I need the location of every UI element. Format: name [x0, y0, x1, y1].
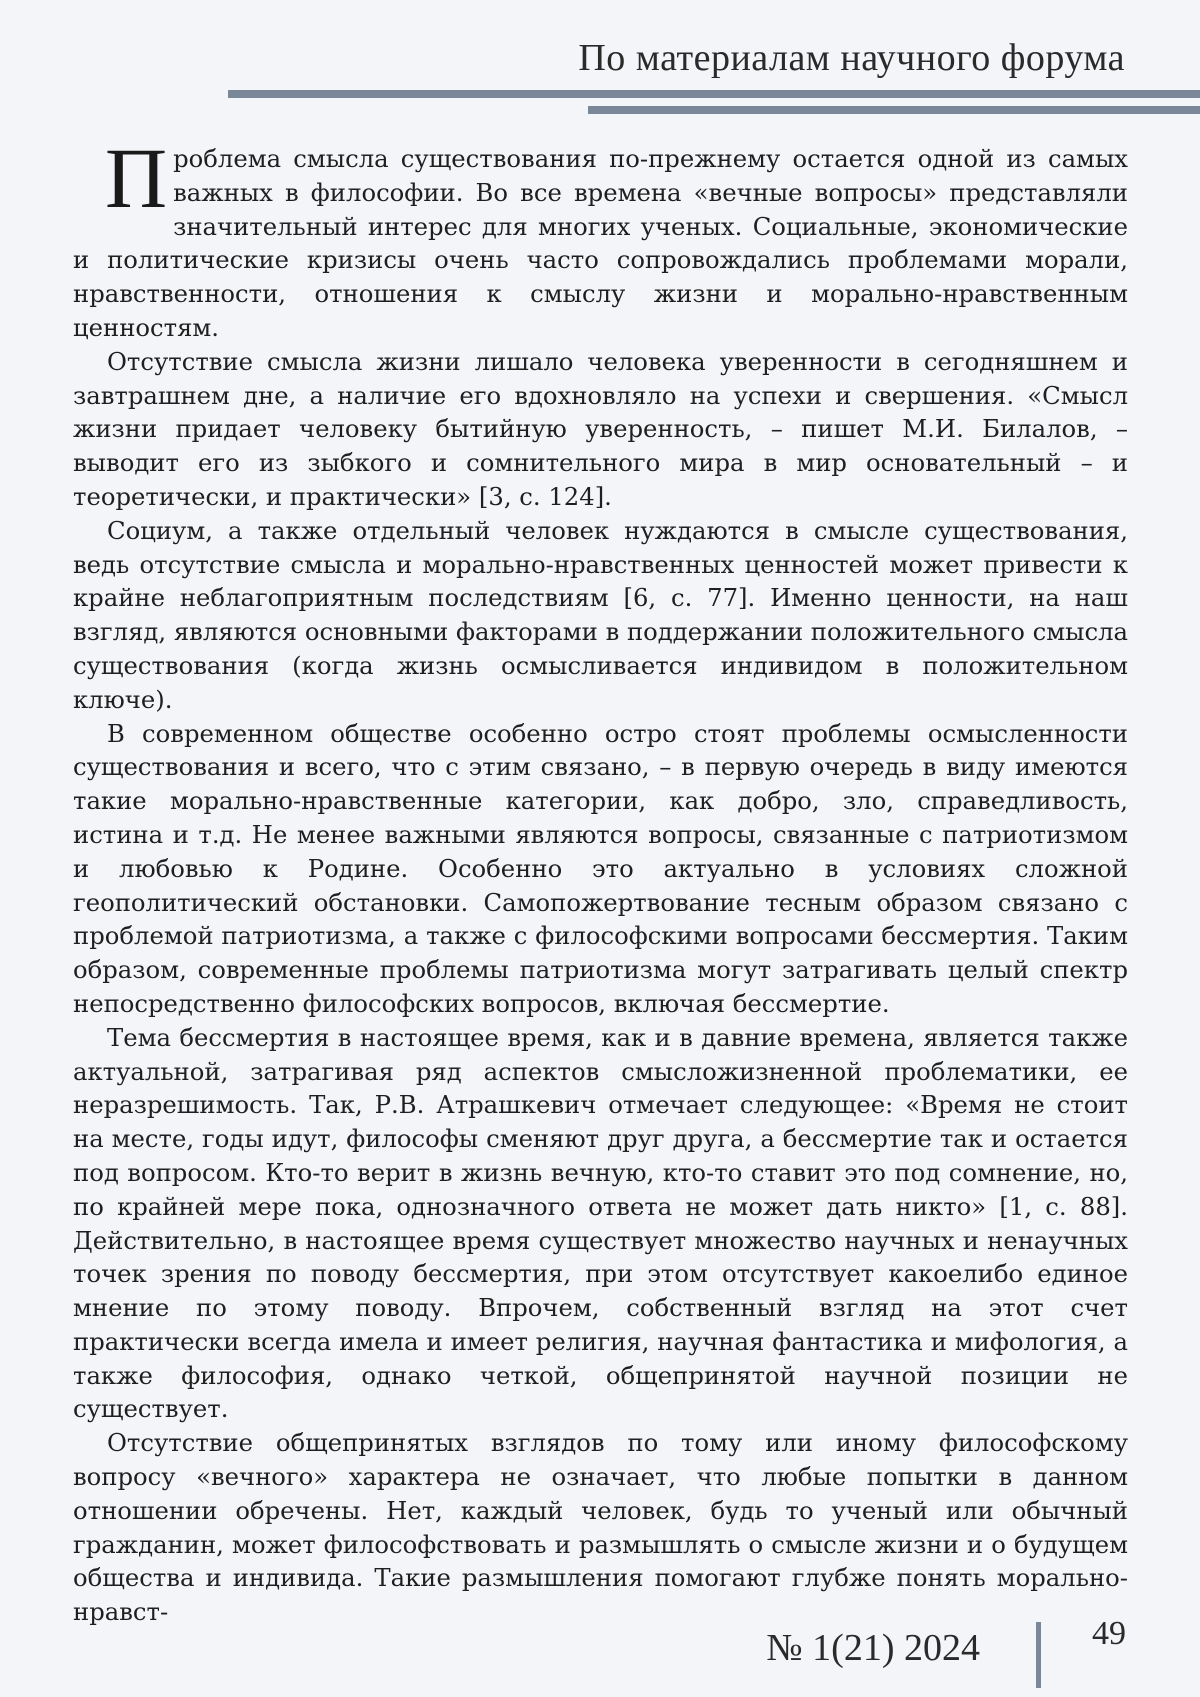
article-body: [73, 130, 1128, 1629]
running-header: По материалам научного форума: [578, 37, 1125, 79]
paragraph-1: [73, 130, 1128, 345]
header-rule-top: [228, 90, 1200, 98]
issue-number: № 1(21) 2024: [766, 1627, 980, 1669]
paragraph-2: Отсутствие смысла жизни лишало человека уверенности в сегодняшнем и завтрашнем дне, а наличие его вдохновляло на успехи и свершения. «Смысл жизни придает человеку бытийную уверенность, – пишет М.И. Билалов, – выводит его из зыбкого и сомнительного мира в мир основательный – и теоретически, и практически» [3, с. 124].: [73, 346, 1128, 511]
paragraph-5: Тема бессмертия в настоящее время, как и в давние времена, является также актуальной, затрагивая ряд аспектов смысложизненной проблематики, ее неразрешимость. Так, Р.В. Атрашкевич отмечает следующее: «Время не стоит на месте, годы идут, философы сменяют друг друга, а бессмертие так и остается под вопросом. Кто-то верит в жизнь вечную, кто-то ставит это под сомнение, но, по крайней мере пока, однозначного ответа не может дать никто» [1, с. 88]. Действительно, в настоящее время существует множество научных и ненаучных точек зрения по поводу бессмертия, при этом отсутствует какоелибо единое мнение по этому поводу. Впрочем, собственный взгляд на этот счет практически всегда имела и имеет религия, научная фантастика и мифология, а также философия, однако четкой, общепринятой научной позиции не существует.: [73, 1022, 1128, 1424]
drop-cap: П: [105, 130, 168, 226]
paragraph-6: Отсутствие общепринятых взглядов по тому или иному философскому вопросу «вечного» характера не означает, что любые попытки в данном отношении обречены. Нет, каждый человек, будь то ученый или обычный гражданин, может философствовать и размышлять о смысле жизни и о будущем общества и индивида. Такие размышления помогают глубже понять морально-нравст-: [73, 1428, 1128, 1627]
header-rule-bottom: [588, 106, 1200, 114]
paragraph-1-text: роблема смысла существования по-прежнему остается одной из самых важных в философии. Во все времена «вечные вопросы» представляли значительный интерес для многих ученых. Социальные, экономические и политические кризисы очень часто сопровождались проблемами морали, нравственности, отношения к смыслу жизни и морально-нравственным ценностям.: [73, 144, 1128, 342]
paragraph-4: В современном обществе особенно остро стоят проблемы осмысленности существования и всего, что с этим связано, – в первую очередь в виду имеются такие морально-нравственные категории, как добро, зло, справедливость, истина и т.д. Не менее важными являются вопросы, связанные с патриотизмом и любовью к Родине. Особенно это актуально в условиях сложной геополитический обстановки. Самопожертвование тесным образом связано с проблемой патриотизма, а также с философскими вопросами бессмертия. Таким образом, современные проблемы патриотизма могут затрагивать целый спектр непосредственно философских вопросов, включая бессмертие.: [73, 718, 1128, 1018]
footer-divider: [1036, 1622, 1041, 1688]
page-number: 49: [1092, 1615, 1126, 1652]
paragraph-3: Социум, а также отдельный человек нуждаются в смысле существования, ведь отсутствие смысла и морально-нравственных ценностей может привести к крайне неблагоприятным последствиям [6, с. 77]. Именно ценности, на наш взгляд, являются основными факторами в поддержании положительного смысла существования (когда жизнь осмысливается индивидом в положительном ключе).: [73, 515, 1128, 714]
